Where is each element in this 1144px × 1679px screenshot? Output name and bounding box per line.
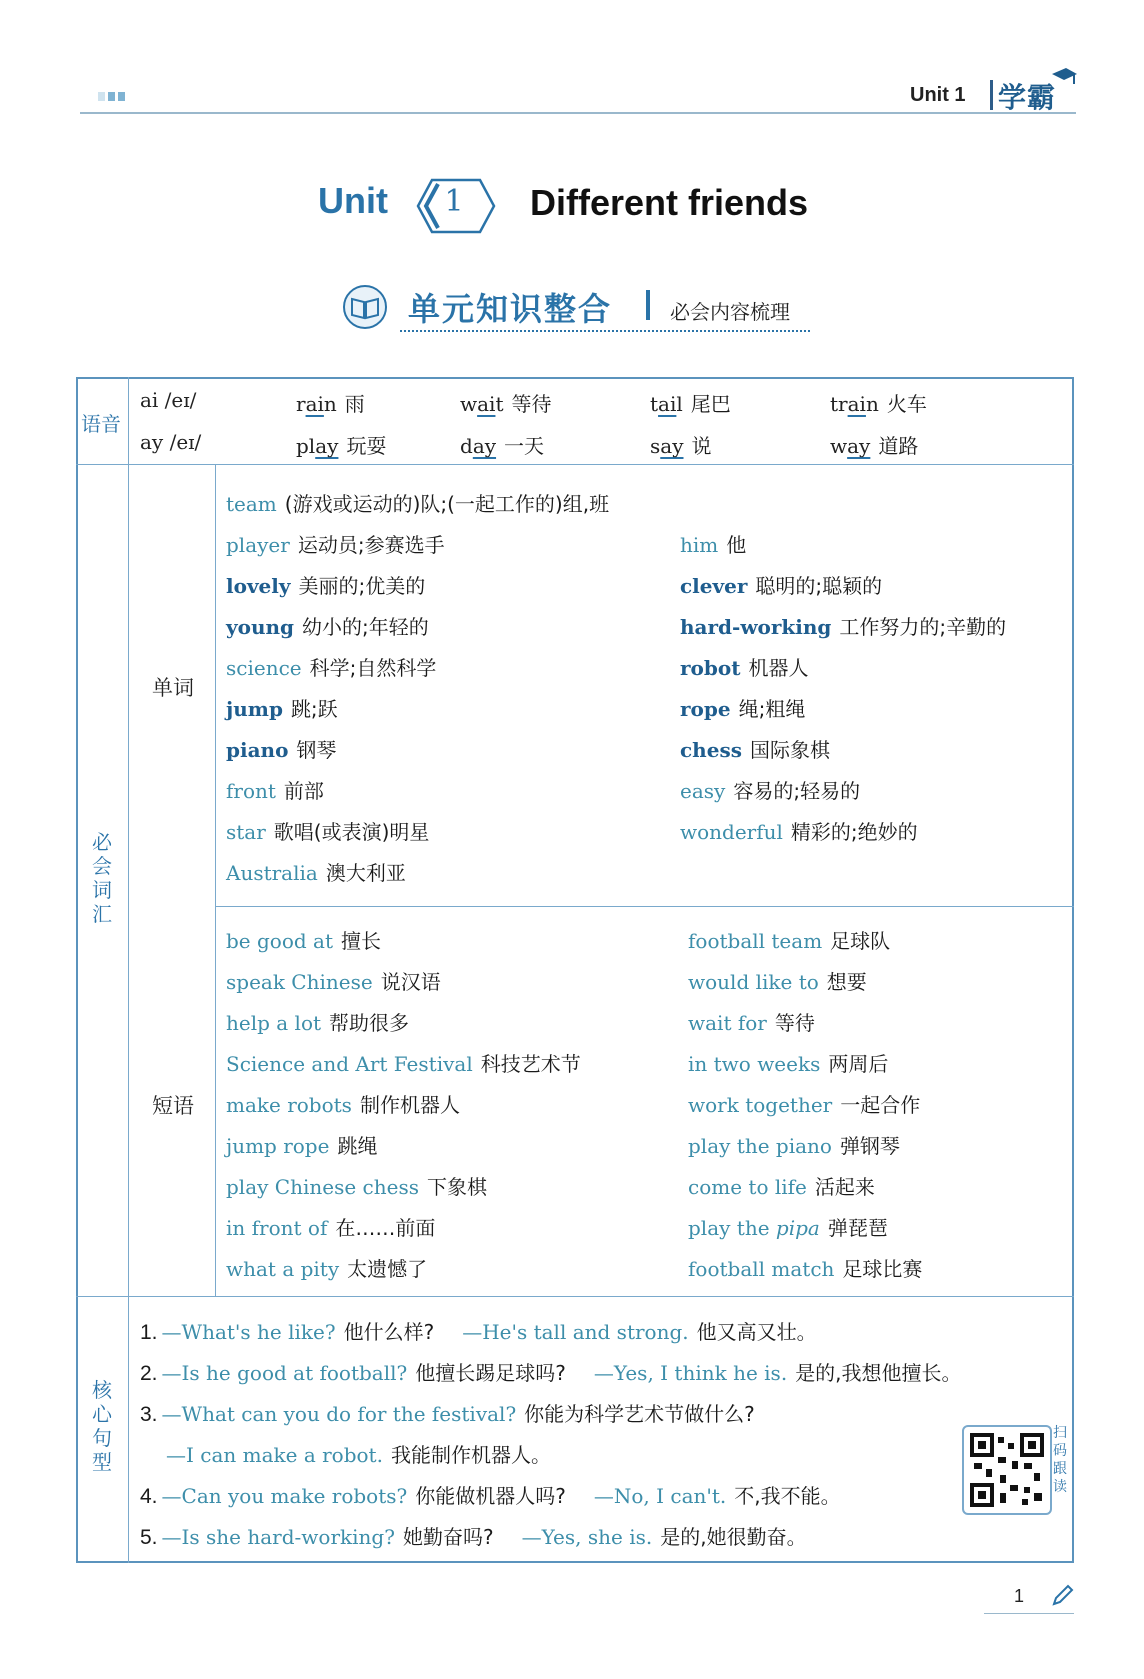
entry-english: robot xyxy=(680,656,741,680)
entry-chinese: 科技艺术节 xyxy=(480,1052,581,1076)
entry-english: play Chinese chess xyxy=(226,1175,419,1199)
book-icon xyxy=(340,284,390,330)
entry-english: rope xyxy=(680,697,731,721)
phonics-label: 语音 xyxy=(81,412,121,436)
phonics-sound: ai /eɪ/ xyxy=(140,388,197,412)
entry-english: football match xyxy=(688,1257,835,1281)
section-title: 单元知识整合 xyxy=(408,290,613,328)
header-rule xyxy=(80,112,1076,114)
entry-chinese: 跳;跃 xyxy=(290,697,338,721)
entry-chinese: 国际象棋 xyxy=(749,738,830,762)
row-divider xyxy=(76,1296,1074,1297)
entry-english: wait for xyxy=(688,1011,767,1035)
row-divider xyxy=(76,464,1074,465)
entry-english: chess xyxy=(680,738,742,762)
question-english: —I can make a robot. xyxy=(166,1443,383,1467)
row-divider xyxy=(215,906,1074,907)
entry-chinese: 前部 xyxy=(283,779,324,803)
entry-chinese: 幼小的;年轻的 xyxy=(302,615,429,639)
vocab-entry xyxy=(226,966,441,995)
header-unit: Unit 1 xyxy=(910,84,966,106)
section-underline xyxy=(400,330,810,332)
entry-chinese: 活起来 xyxy=(814,1175,875,1199)
vocab-entry xyxy=(226,857,406,886)
entry-chinese: 跳绳 xyxy=(337,1134,378,1158)
entry-english: easy xyxy=(680,779,726,803)
entry-chinese: 科学;自然科学 xyxy=(309,656,437,680)
footer-rule xyxy=(984,1613,1074,1614)
entry-english: him xyxy=(680,533,719,557)
entry-english: front xyxy=(226,779,276,803)
vocab-entry xyxy=(688,1130,900,1159)
entry-chinese: 歌唱(或表演)明星 xyxy=(273,820,430,844)
entry-chinese: 弹钢琴 xyxy=(839,1134,900,1158)
sentence-row xyxy=(140,1521,807,1550)
sentence-number: 2. xyxy=(140,1362,158,1385)
sentence-number: 5. xyxy=(140,1526,158,1549)
sentence-row xyxy=(140,1357,962,1386)
entry-english: jump rope xyxy=(226,1134,330,1158)
vocab-entry xyxy=(226,611,429,640)
entry-english: work together xyxy=(688,1093,833,1117)
question-english: —What's he like? xyxy=(161,1320,336,1344)
pencil-icon xyxy=(1050,1584,1074,1608)
question-chinese: 她勤奋吗? xyxy=(402,1525,494,1549)
entry-chinese: 足球队 xyxy=(830,929,891,953)
entry-english: young xyxy=(226,615,295,639)
vocab-entry xyxy=(226,570,425,599)
entry-chinese: 在……前面 xyxy=(335,1216,436,1240)
vocab-entry xyxy=(680,570,882,599)
answer-chinese: 他又高又壮。 xyxy=(696,1320,817,1344)
entry-chinese: 绳;粗绳 xyxy=(738,697,806,721)
entry-chinese: 一起合作 xyxy=(840,1093,921,1117)
entry-english: hard-working xyxy=(680,615,832,639)
question-english: —Is he good at football? xyxy=(161,1361,408,1385)
answer-english: —Yes, she is. xyxy=(521,1525,653,1549)
entry-chinese: 擅长 xyxy=(341,929,382,953)
answer-english: —Yes, I think he is. xyxy=(593,1361,788,1385)
vocab-entry xyxy=(226,1253,427,1282)
vocab-entry xyxy=(226,652,436,681)
phonics-word: wait 等待 xyxy=(460,392,552,416)
entry-english: Science and Art Festival xyxy=(226,1052,473,1076)
entry-chinese: 帮助很多 xyxy=(329,1011,410,1035)
question-english: —What can you do for the festival? xyxy=(161,1402,517,1426)
entry-english: play the pipa xyxy=(688,1216,820,1240)
brand-logo: 学霸 xyxy=(998,81,1057,114)
entry-english: jump xyxy=(226,697,283,721)
entry-chinese: 工作努力的;辛勤的 xyxy=(839,615,1007,639)
phonics-word: rain 雨 xyxy=(296,392,365,416)
entry-chinese: 两周后 xyxy=(828,1052,889,1076)
entry-english: team xyxy=(226,492,277,516)
phonics-word: say 说 xyxy=(650,434,712,458)
entry-english: make robots xyxy=(226,1093,352,1117)
unit-label: Unit xyxy=(318,180,388,221)
entry-english: speak Chinese xyxy=(226,970,373,994)
sentence-row xyxy=(140,1398,791,1427)
header-decoration xyxy=(98,92,125,101)
entry-chinese: 精彩的;绝妙的 xyxy=(790,820,918,844)
phonics-word: way 道路 xyxy=(830,434,919,458)
entry-english: in front of xyxy=(226,1216,328,1240)
entry-chinese: 下象棋 xyxy=(426,1175,487,1199)
column-divider xyxy=(128,377,129,1563)
vocab-entry xyxy=(688,1253,922,1282)
phonics-word: play 玩耍 xyxy=(296,434,387,458)
vocab-entry xyxy=(680,693,805,722)
entry-chinese: 美丽的;优美的 xyxy=(298,574,426,598)
entry-chinese: 太遗憾了 xyxy=(347,1257,428,1281)
entry-english: help a lot xyxy=(226,1011,322,1035)
phrases-label: 短语 xyxy=(152,1094,194,1118)
question-chinese: 你能为科学艺术节做什么? xyxy=(524,1402,755,1426)
header-divider xyxy=(990,80,993,110)
entry-english: what a pity xyxy=(226,1257,340,1281)
unit-title xyxy=(318,176,878,236)
question-chinese: 他什么样? xyxy=(343,1320,435,1344)
question-english: —Is she hard-working? xyxy=(161,1525,395,1549)
question-chinese: 我能制作机器人。 xyxy=(390,1443,551,1467)
section-subtitle: 必会内容梳理 xyxy=(670,300,790,324)
entry-english: player xyxy=(226,533,290,557)
answer-english: —No, I can't. xyxy=(593,1484,727,1508)
answer-english: —He's tall and strong. xyxy=(462,1320,689,1344)
qr-code-icon[interactable] xyxy=(962,1425,1052,1515)
vocab-entry xyxy=(226,816,429,845)
entry-english: Australia xyxy=(226,861,318,885)
page-number: 1 xyxy=(1014,1586,1025,1606)
section-divider xyxy=(646,290,650,320)
entry-chinese: 钢琴 xyxy=(296,738,337,762)
phonics-sound: ay /eɪ/ xyxy=(140,430,202,454)
vocab-entry xyxy=(688,925,890,954)
entry-chinese: 弹琵琶 xyxy=(827,1216,888,1240)
sentence-number: 1. xyxy=(140,1321,158,1344)
entry-chinese: 说汉语 xyxy=(380,970,441,994)
entry-chinese: 足球比赛 xyxy=(842,1257,923,1281)
entry-english: be good at xyxy=(226,929,334,953)
entry-chinese: (游戏或运动的)队;(一起工作的)组,班 xyxy=(284,492,610,516)
entry-chinese: 等待 xyxy=(774,1011,815,1035)
sentences-label: 核心句型 xyxy=(92,1378,112,1474)
vocab-entry xyxy=(680,775,860,804)
entry-english: in two weeks xyxy=(688,1052,821,1076)
vocab-entry xyxy=(226,1007,409,1036)
entry-english: clever xyxy=(680,574,748,598)
entry-english: wonderful xyxy=(680,820,783,844)
entry-english: would like to xyxy=(688,970,819,994)
entry-english: play the piano xyxy=(688,1134,832,1158)
answer-chinese: 不,我不能。 xyxy=(734,1484,841,1508)
vocab-entry xyxy=(226,734,336,763)
vocab-entry xyxy=(226,529,445,558)
question-chinese: 他擅长踢足球吗? xyxy=(415,1361,566,1385)
qr-caption: 扫码跟读 xyxy=(1053,1425,1067,1495)
phonics-word: train 火车 xyxy=(830,392,927,416)
entry-english: piano xyxy=(226,738,289,762)
vocab-entry xyxy=(688,1171,875,1200)
entry-chinese: 容易的;轻易的 xyxy=(733,779,861,803)
phonics-word: day 一天 xyxy=(460,434,545,458)
question-chinese: 你能做机器人吗? xyxy=(415,1484,566,1508)
vocab-entry xyxy=(680,529,746,558)
entry-english: star xyxy=(226,820,266,844)
vocab-entry xyxy=(226,693,338,722)
question-english: —Can you make robots? xyxy=(161,1484,408,1508)
entry-chinese: 他 xyxy=(726,533,747,557)
vocab-entry xyxy=(680,652,808,681)
entry-chinese: 澳大利亚 xyxy=(325,861,406,885)
phonics-word: tail 尾巴 xyxy=(650,392,731,416)
entry-chinese: 聪明的;聪颖的 xyxy=(755,574,883,598)
vocab-entry xyxy=(226,1048,581,1077)
words-label: 单词 xyxy=(152,676,194,700)
sentence-row xyxy=(140,1439,587,1468)
entry-english: science xyxy=(226,656,302,680)
entry-chinese: 制作机器人 xyxy=(359,1093,460,1117)
entry-chinese: 运动员;参赛选手 xyxy=(297,533,445,557)
vocab-entry xyxy=(226,775,324,804)
entry-english: football team xyxy=(688,929,823,953)
vocab-entry xyxy=(680,611,1006,640)
unit-number: 1 xyxy=(444,184,464,219)
vocab-entry xyxy=(226,488,609,517)
vocab-entry xyxy=(226,1130,377,1159)
answer-chinese: 是的,她很勤奋。 xyxy=(660,1525,807,1549)
vocab-entry xyxy=(688,966,867,995)
vocab-entry xyxy=(226,925,381,954)
vocab-label: 必会词汇 xyxy=(92,830,112,926)
graduation-cap-icon xyxy=(1050,66,1078,88)
section-heading xyxy=(340,280,820,336)
entry-english: come to life xyxy=(688,1175,807,1199)
answer-chinese: 是的,我想他擅长。 xyxy=(795,1361,962,1385)
vocab-entry xyxy=(226,1212,435,1241)
sentence-row xyxy=(140,1480,841,1509)
vocab-entry xyxy=(688,1048,888,1077)
entry-chinese: 想要 xyxy=(826,970,867,994)
sentence-row xyxy=(140,1316,817,1345)
vocab-entry xyxy=(226,1171,487,1200)
vocab-entry xyxy=(680,816,918,845)
vocab-entry xyxy=(688,1212,888,1241)
unit-name: Different friends xyxy=(530,182,809,223)
sentence-number: 3. xyxy=(140,1403,158,1426)
vocab-entry xyxy=(226,1089,460,1118)
sentence-number: 4. xyxy=(140,1485,158,1508)
entry-english: lovely xyxy=(226,574,291,598)
vocab-entry xyxy=(680,734,830,763)
vocab-entry xyxy=(688,1089,920,1118)
column-divider xyxy=(215,464,216,1296)
entry-chinese: 机器人 xyxy=(748,656,809,680)
vocab-entry xyxy=(688,1007,815,1036)
